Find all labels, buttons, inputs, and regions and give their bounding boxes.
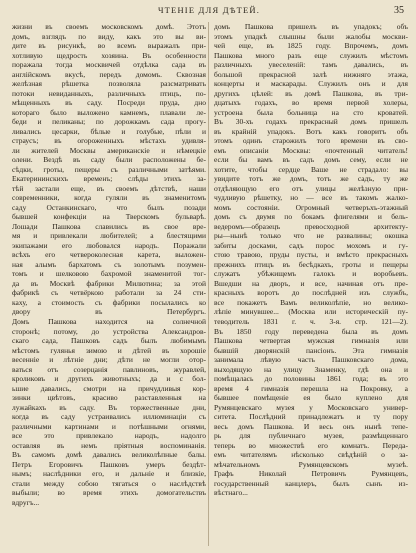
text-line: домъ Пашкова пришелъ въ упадокъ; объ	[214, 22, 408, 31]
text-line: емъ описаніи Москвы: «почтенный читатель!	[214, 145, 408, 155]
text-line: сторонѣ; потому, до устройства Александров-	[12, 326, 206, 336]
text-line: другихъ цѣлей: въ домѣ Пашкова, въ три-	[214, 88, 408, 98]
text-line: мѣчательномъ Румянцевскомъ музеѣ.	[214, 459, 408, 469]
text-line: Въ 1850 году переведена была въ домъ	[214, 326, 408, 336]
text-line: весь домъ Пашкова. И весь онъ нынѣ тепе-	[214, 421, 408, 431]
text-line: Вшедши на дворъ, и все, начиная отъ пре-	[214, 278, 408, 288]
text-line: современники, когда гуляли въ знаменитомъ	[12, 193, 206, 203]
text-line: всѣхъ его четвероколесная карета, выложен-	[12, 250, 206, 260]
text-line: Въ 30-хъ годахъ прекрасный домъ пришелъ	[214, 117, 408, 127]
text-line: жизни въ своемъ московскомъ домѣ. Этотъ	[12, 22, 206, 31]
text-line: этомъ упадкѣ слышны были жалобы москви-	[214, 31, 408, 41]
text-line: забиты досками, садъ порос мохомъ и гу-	[214, 240, 408, 250]
text-line: емъ читателямъ нѣсколько свѣдѣній о за-	[214, 450, 408, 460]
text-line: домъ, взглядъ по виду, какъ это вы ви-	[12, 31, 206, 41]
text-line: ведеромъ—образецъ превосходной архитекту-	[214, 221, 408, 231]
text-line: Пашкова много разъ еще служилъ мѣстомъ	[214, 50, 408, 60]
text-line: чудливую рѣшетку, но — все въ такомъ жалко-	[214, 193, 408, 203]
text-line: саду Останкинскаго, что былъ позади	[12, 202, 206, 212]
text-line: лужайкахъ въ саду. Въ торжественные дни,	[12, 402, 206, 412]
text-line: концерты и маскарады. Служилъ онъ и для	[214, 79, 408, 89]
text-line: каху, а стоимость съ фабрики посылались ко	[12, 297, 206, 307]
text-line: устроена была больница на сто кроватей.	[214, 107, 408, 117]
text-line: вѣстнаго...	[214, 488, 248, 498]
text-line: бывшее помѣщеніе ея было куплено для	[214, 393, 408, 403]
text-line: Екатерининскихъ временъ; слѣды этихъ за-	[12, 174, 206, 184]
text-line: ваться отъ созерцанія павлиновъ, журавлей,	[12, 364, 206, 374]
text-line: стою травою, пруды пусты, и вмѣсто прекрасныхъ	[214, 250, 408, 260]
text-line: мя и привлекали любителей; а блестящими	[12, 231, 206, 241]
text-line: различныхъ увеселеній: тамъ давались, въ	[214, 60, 408, 70]
text-line: мѣстомъ гулянья зимою и дѣтей въ хорошіе	[12, 345, 206, 355]
text-line: поражала тогда москвичей отдѣлка сада въ	[12, 60, 206, 70]
text-line: бывшій дворянскій пансіонъ. Эта гимназія	[214, 345, 408, 355]
text-line: прежнихъ птицъ въ бесѣдкахъ, гроты и пещеры	[214, 259, 408, 269]
text-line: стали между собою тягаться о наслѣдствѣ	[12, 478, 206, 488]
text-line: нымъ; наслѣдники его, и дальніе и близкіе,	[12, 469, 206, 479]
text-line: Петръ Егоровичъ Пашковъ умеръ бездѣт-	[12, 459, 206, 469]
text-line: Домъ Пашкова находится на солнечной	[12, 316, 206, 326]
text-line: мѣщенныхъ въ саду. Посреди пруда, дно	[12, 98, 206, 108]
text-line: зинки цвѣтовъ, красиво разставленныя на	[12, 393, 206, 403]
text-line: тѣй застали еще, въ своемъ дѣтствѣ, наши	[12, 183, 206, 193]
text-line: ная алымъ бархатомъ съ золотымъ позумен-	[12, 259, 206, 269]
page-header	[14, 5, 404, 19]
text-line: Въ самомъ домѣ давались великолѣпные балы.	[12, 450, 206, 460]
running-title: ЧТЕНІЕ ДЛЯ ДѢТЕЙ.	[157, 5, 261, 15]
text-line: домъ съ двумя по бокамъ флигелями и бель-	[214, 212, 408, 222]
text-line: олени. Вездѣ въ саду были расположены бе-	[12, 155, 206, 165]
text-line: Графъ Николай Петровичъ Румянцевъ,	[214, 469, 408, 479]
text-line: чей еще, въ 1825 году. Впрочемъ, домъ	[214, 41, 408, 51]
text-line: ьшие давались, смотри на причудливыя кор-	[12, 383, 206, 393]
text-line: если бы вамъ въ садъ домъ сему, если не	[214, 155, 408, 165]
text-line: красныхъ воротъ до послѣдней изъ службъ,	[214, 288, 408, 298]
text-line: въ крайній упадокъ. Вотъ какъ говоритъ объ	[214, 126, 408, 136]
text-line: весенніе и лѣтніе дни; дѣти не могли отор-	[12, 355, 206, 365]
text-line: фабрикѣ съ четвёркою работали за 24 сти-	[12, 288, 206, 298]
text-line: большой прекрасной залѣ нижняго этажа,	[214, 69, 408, 79]
text-line: выходящую на улицу Знаменку, гдѣ она и	[214, 364, 408, 374]
text-line: потоки невиданныхъ, различныхъ птицъ, по-	[12, 88, 206, 98]
text-line: двору въ Петербургъ.	[12, 307, 206, 317]
text-line: дцатыхъ годахъ, во время первой холеры,	[214, 98, 408, 108]
text-line: помѣщалась до половины 1861 года; въ это	[214, 374, 408, 384]
text-line: ры—нынѣ только что не развалины; окошка	[214, 231, 408, 241]
text-line: различными картинами и потѣшными огнями,	[12, 421, 206, 431]
text-line: теперь во множествѣ его комнатъ. Переда-	[214, 440, 408, 450]
text-line: вдругъ...	[12, 497, 40, 507]
text-line: хотите, чтобы сердце Ваше не страдало: вы	[214, 164, 408, 174]
text-line: Пашкова четвертая мужская гимназія или	[214, 336, 408, 346]
text-line: сѣдки, гроты, пещеры съ различными затѣями.	[12, 164, 206, 174]
text-column-right	[214, 22, 408, 498]
text-line: дите въ рисункѣ, во всемъ выражалъ при-	[12, 41, 206, 51]
text-line: страусъ; въ огороженныхъ мѣстахъ удивля-	[12, 136, 206, 146]
text-line: скаго сада, Пашковъ садъ былъ любимымъ	[12, 336, 206, 346]
text-line: все покажетъ Вамъ великолѣпіе, но велико-	[214, 297, 408, 307]
text-line: момъ состояніи. Огромный четверъхъ-этажный	[214, 202, 408, 212]
column-divider	[208, 22, 209, 546]
text-line: этомъ одинъ старожилъ того времени въ сво-	[214, 136, 408, 146]
text-line: ли жителей Москвы американскіе и нѣмецкіе	[12, 145, 206, 155]
text-line: томъ и шелковою бахромой знаменитой тог-	[12, 269, 206, 279]
text-line: отдѣляющую его отъ улицы желѣзную при-	[214, 183, 408, 193]
text-line: увидите тотъ же домъ, тотъ же садъ, ту же	[214, 174, 408, 184]
text-line: ливались цесарки, бѣлые и голубые, пѣли и	[12, 126, 206, 136]
text-line: англійскомъ вкусѣ, передъ домомъ. Сквозная	[12, 69, 206, 79]
text-line: Румянцевскаго музея у Московскаго универ-	[214, 402, 408, 412]
text-column-left	[12, 22, 206, 507]
text-line: служатъ убѣжищемъ галокъ и воробьевъ.	[214, 269, 408, 279]
text-line: оставляя въ немъ пріятныя воспоминанія.	[12, 440, 206, 450]
text-line: да въ Москвѣ фабрики Милютина; за этой	[12, 278, 206, 288]
text-line: желѣзная рѣшетка позволяла разсматривать	[12, 79, 206, 89]
text-line: время 4 гимназія перешла на Покровку, а	[214, 383, 408, 393]
page-number: 35	[394, 5, 404, 16]
text-line: государственный канцлеръ, былъ сынъ из-	[214, 478, 408, 488]
text-line: занимала лѣвую часть Пашковскаго дома,	[214, 355, 408, 365]
text-line: беди и пеликаны; по дорожкамъ сада прогу-	[12, 117, 206, 127]
text-line: Лошади Пашкова славились въ свое вре-	[12, 221, 206, 231]
text-line: ситета. Послѣдний принадлежатъ и ту пору	[214, 412, 408, 422]
text-line: лѣпіе минувшее... (Москва или историческій пу-	[214, 307, 408, 317]
text-line: экипажами его любовался народъ. Поражали	[12, 240, 206, 250]
text-line: рь для публичнаго музея, размѣщеннаго	[214, 431, 408, 441]
text-line: выбыли; во время этихъ домогательствъ	[12, 488, 206, 498]
text-line: все это привлекало народъ, надолго	[12, 431, 206, 441]
text-line: теводитель 1831 г. ч. 3-я. стр. 121—2).	[214, 316, 408, 326]
text-line: хотливую щедрость хозяина. Въ особенности	[12, 50, 206, 60]
text-line: кроликовъ и другихъ животныхъ; да и с бол-	[12, 374, 206, 384]
text-line: когда въ саду устраивались иллюминаціи съ	[12, 412, 206, 422]
text-line: котораго было выложено камнемъ, плавали ле-	[12, 107, 206, 117]
text-line: бывшей конфекціи на Тверскомъ бульварѣ.	[12, 212, 206, 222]
